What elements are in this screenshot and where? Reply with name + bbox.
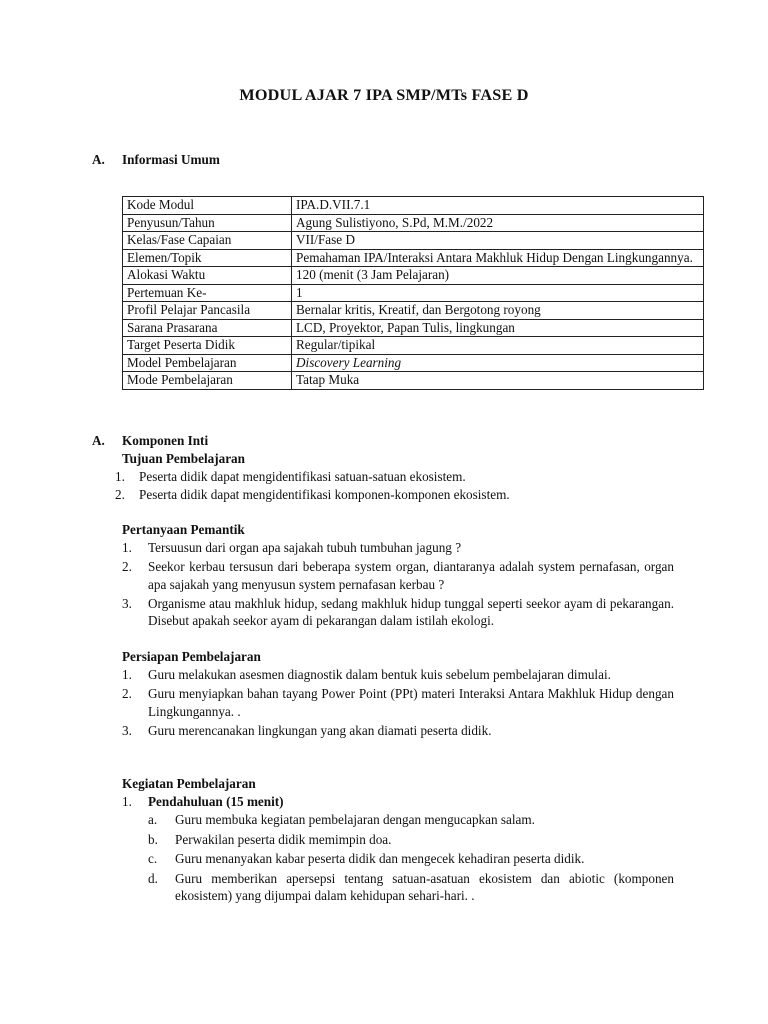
section-title: Komponen Inti [122, 433, 209, 448]
table-row [123, 337, 704, 355]
list-item [148, 831, 674, 849]
list-text: Perwakilan peserta didik memimpin doa. [175, 831, 392, 847]
table-row [123, 284, 704, 302]
list-number: 3. [122, 595, 132, 611]
list-number: 1. [122, 540, 132, 555]
table-key: Target Peserta Didik [123, 337, 292, 355]
persiapan-list [122, 666, 674, 741]
list-item [122, 666, 674, 684]
table-value: Regular/tipikal [292, 337, 704, 355]
table-row [123, 232, 704, 250]
list-text: Organisme atau makhluk hidup, sedang makhluk hidup tunggal seperti seekor ayam di pekarangan. Disebut apakah seekor ayam di pekarangan dalam istilah ekologi. [148, 595, 674, 628]
list-item [115, 486, 675, 504]
table-row [123, 372, 704, 390]
section-heading-komponen-inti [92, 432, 208, 450]
list-text: Seekor kerbau tersusun dari beberapa system organ, diantaranya adalah system pernafasan, organ apa sajakah yang menyusun system pernafasan kerbau ? [148, 559, 674, 592]
list-letter: b. [148, 831, 158, 847]
list-text: Guru membuka kegiatan pembelajaran dengan mengucapkan salam. [175, 812, 535, 827]
table-key: Sarana Prasarana [123, 319, 292, 337]
list-text: Peserta didik dapat mengidentifikasi satuan-satuan ekosistem. [139, 469, 466, 484]
list-text: Guru merencanakan lingkungan yang akan diamati peserta didik. [148, 722, 492, 738]
table-row [123, 249, 704, 267]
page-title: MODUL AJAR 7 IPA SMP/MTs FASE D [239, 86, 529, 104]
list-item [148, 850, 674, 868]
list-item [122, 722, 674, 740]
list-number: 2. [115, 486, 125, 502]
table-key: Kelas/Fase Capaian [123, 232, 292, 250]
table-key: Elemen/Topik [123, 249, 292, 267]
list-text: Guru menanyakan kabar peserta didik dan mengecek kehadiran peserta didik. [175, 851, 585, 866]
list-letter: a. [148, 812, 158, 827]
section-heading-informasi-umum [92, 151, 220, 169]
tujuan-list [115, 468, 675, 503]
table-row [123, 354, 704, 372]
table-key: Profil Pelajar Pancasila [123, 302, 292, 320]
table-key: Pertemuan Ke- [123, 284, 292, 302]
list-number: 1. [122, 794, 132, 809]
section-title: Informasi Umum [122, 152, 220, 167]
subheading-kegiatan: Kegiatan Pembelajaran [122, 776, 256, 791]
table-row [123, 319, 704, 337]
table-row [123, 302, 704, 320]
table-key: Mode Pembelajaran [123, 372, 292, 390]
table-value: 1 [292, 284, 704, 302]
list-number: 3. [122, 722, 132, 738]
table-value: Bernalar kritis, Kreatif, dan Bergotong royong [292, 302, 704, 320]
table-value: Tatap Muka [292, 372, 704, 390]
table-value: VII/Fase D [292, 232, 704, 250]
table-key: Alokasi Waktu [123, 267, 292, 285]
list-letter: c. [148, 851, 158, 866]
kegiatan-step [122, 793, 674, 812]
list-item [115, 468, 675, 486]
list-item [122, 685, 674, 720]
list-item [122, 558, 674, 593]
table-key: Model Pembelajaran [123, 354, 292, 372]
list-item [122, 595, 674, 630]
table-value: IPA.D.VII.7.1 [292, 197, 704, 215]
kegiatan-sublist [148, 811, 674, 907]
table-row [123, 197, 704, 215]
list-item [148, 870, 674, 905]
table-row [123, 267, 704, 285]
list-item [122, 539, 674, 557]
section-number: A. [92, 433, 105, 448]
subheading-tujuan: Tujuan Pembelajaran [122, 451, 245, 466]
table-row [123, 214, 704, 232]
list-number: 2. [122, 559, 132, 574]
list-text: Guru menyiapkan bahan tayang Power Point (PPt) materi Interaksi Antara Makhluk Hidup dengan Lingkungannya. . [148, 686, 674, 719]
list-item [122, 793, 674, 811]
list-text: Guru memberikan apersepsi tentang satuan-asatuan ekosistem dan abiotic (komponen ekosistem) yang dijumpai dalam kehidupan sehari-hari. . [175, 870, 674, 903]
table-key: Penyusun/Tahun [123, 214, 292, 232]
list-letter: d. [148, 870, 158, 886]
pertanyaan-list [122, 539, 674, 631]
list-number: 2. [122, 686, 132, 701]
section-number: A. [92, 152, 105, 167]
table-value: 120 (menit (3 Jam Pelajaran) [292, 267, 704, 285]
info-table [122, 196, 704, 390]
subheading-persiapan: Persiapan Pembelajaran [122, 649, 261, 664]
list-number: 1. [115, 469, 125, 484]
list-text: Tersuusun dari organ apa sajakah tubuh tumbuhan jagung ? [148, 540, 462, 555]
table-value: Pemahaman IPA/Interaksi Antara Makhluk Hidup Dengan Lingkungannya. [292, 249, 704, 267]
list-text: Guru melakukan asesmen diagnostik dalam bentuk kuis sebelum pembelajaran dimulai. [148, 667, 611, 682]
table-value: Agung Sulistiyono, S.Pd, M.M./2022 [292, 214, 704, 232]
table-value: LCD, Proyektor, Papan Tulis, lingkungan [292, 319, 704, 337]
step-title: Pendahuluan (15 menit) [148, 794, 284, 809]
list-text: Peserta didik dapat mengidentifikasi komponen-komponen ekosistem. [139, 486, 510, 502]
table-key: Kode Modul [123, 197, 292, 215]
list-item [148, 811, 674, 829]
list-number: 1. [122, 667, 132, 682]
subheading-pertanyaan: Pertanyaan Pemantik [122, 522, 245, 537]
table-value: Discovery Learning [292, 354, 704, 372]
